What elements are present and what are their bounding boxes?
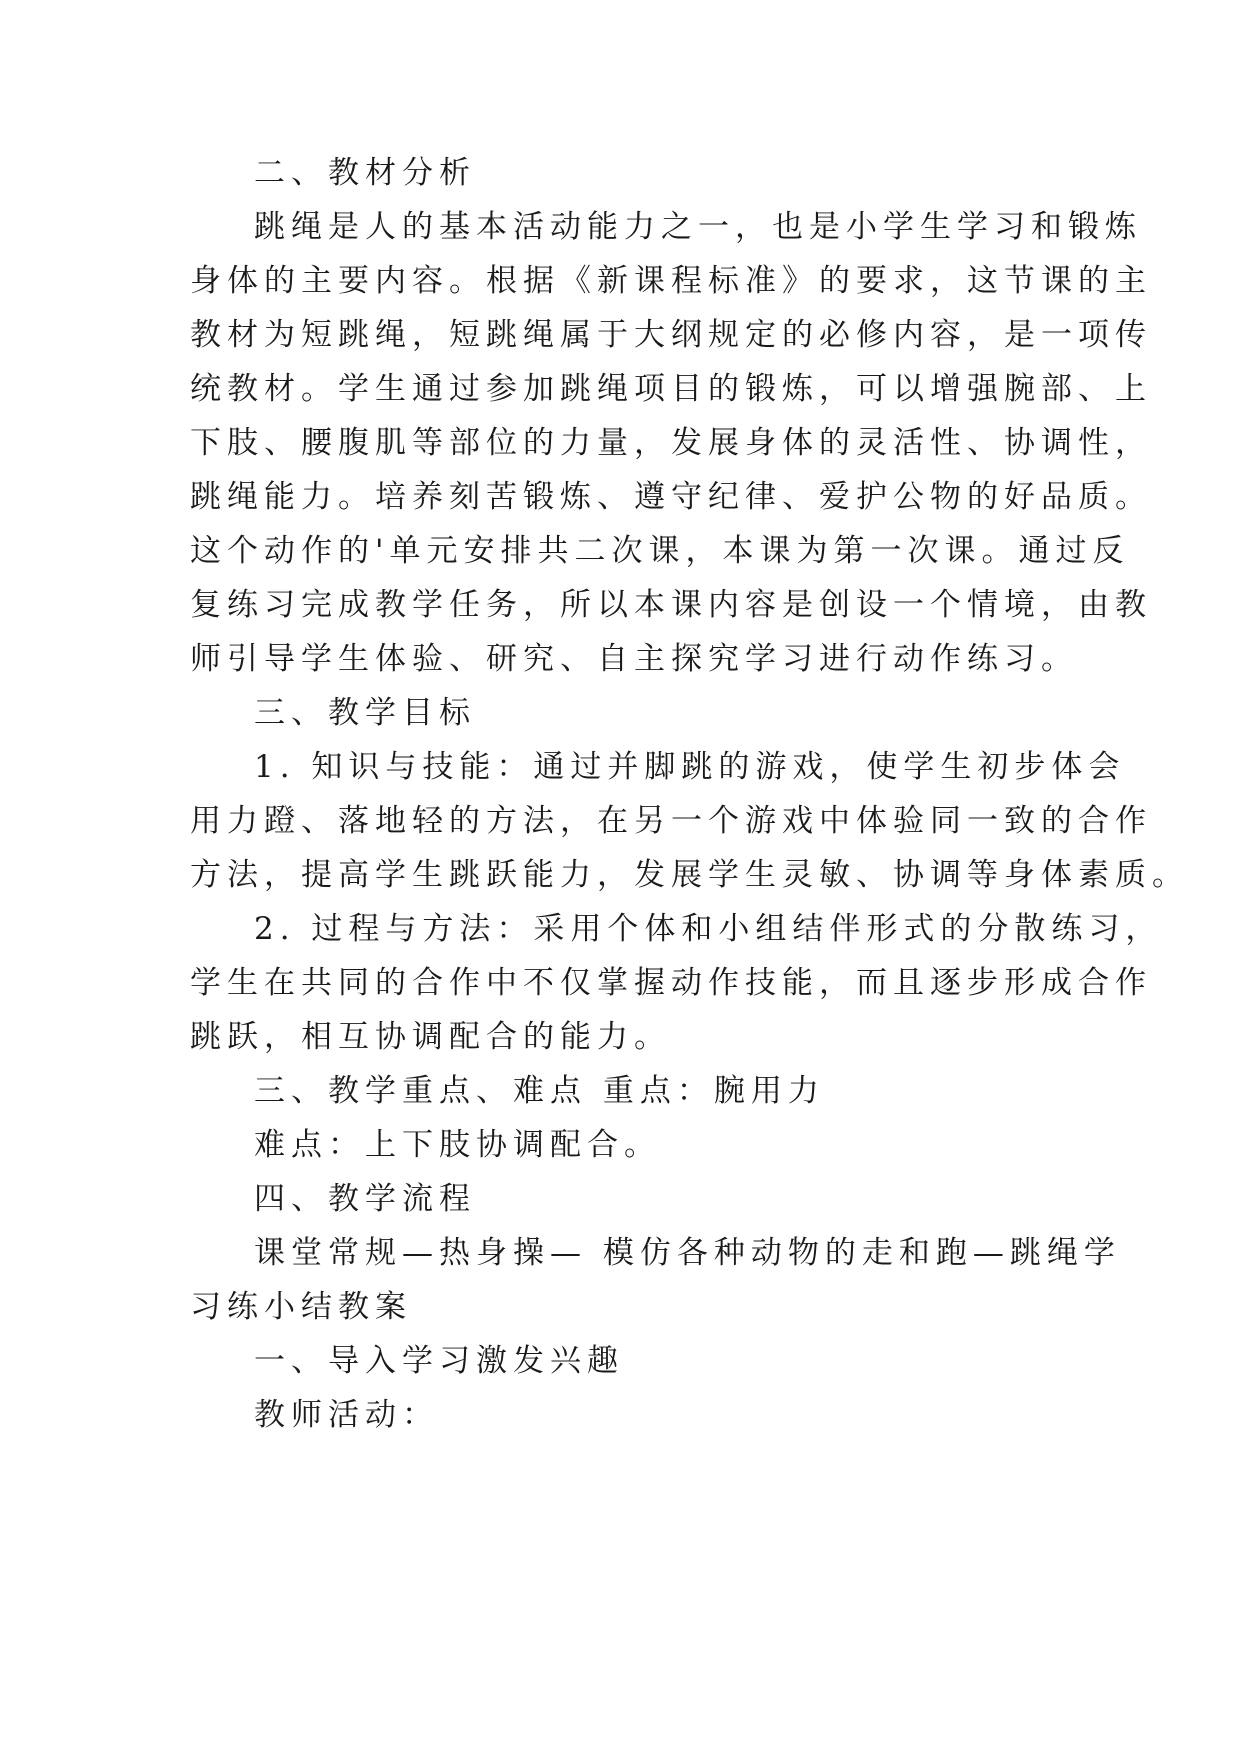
paragraph-line: 师引导学生体验、研究、自主探究学习进行动作练习。: [190, 641, 1078, 677]
paragraph-line: 这个动作的'单元安排共二次课，本课为第一次课。通过反: [190, 533, 1130, 569]
paragraph-line: 方法，提高学生跳跃能力，发展学生灵敏、协调等身体素质。: [190, 857, 1189, 893]
paragraph-line: 难点：上下肢协调配合。: [254, 1127, 661, 1163]
paragraph-line: 课堂常规—热身操— 模仿各种动物的走和跑—跳绳学: [254, 1235, 1121, 1271]
paragraph-line: 学生在共同的合作中不仅掌握动作技能，而且逐步形成合作: [190, 965, 1152, 1001]
section-heading: 三、教学重点、难点 重点：腕用力: [254, 1073, 825, 1109]
paragraph-line: 统教材。学生通过参加跳绳项目的锻炼，可以增强腕部、上: [190, 371, 1152, 407]
paragraph-line: 1. 知识与技能：通过并脚跳的游戏，使学生初步体会: [254, 749, 1126, 785]
section-heading: 二、教材分析: [254, 155, 476, 191]
paragraph-line: 下肢、腰腹肌等部位的力量，发展身体的灵活性、协调性，: [190, 425, 1152, 461]
section-heading: 三、教学目标: [254, 695, 476, 731]
paragraph-line: 复练习完成教学任务，所以本课内容是创设一个情境，由教: [190, 587, 1152, 623]
section-heading: 一、导入学习激发兴趣: [254, 1343, 624, 1379]
paragraph-line: 教师活动：: [254, 1397, 439, 1433]
paragraph-line: 教材为短跳绳，短跳绳属于大纲规定的必修内容，是一项传: [190, 317, 1152, 353]
paragraph-line: 习练小结教案: [190, 1289, 412, 1325]
section-heading: 四、教学流程: [254, 1181, 476, 1217]
paragraph-line: 2. 过程与方法：采用个体和小组结伴形式的分散练习，: [254, 911, 1163, 947]
paragraph-line: 用力蹬、落地轻的方法，在另一个游戏中体验同一致的合作: [190, 803, 1152, 839]
paragraph-line: 跳绳是人的基本活动能力之一，也是小学生学习和锻炼: [254, 209, 1142, 245]
paragraph-line: 身体的主要内容。根据《新课程标准》的要求，这节课的主: [190, 263, 1152, 299]
paragraph-line: 跳跃，相互协调配合的能力。: [190, 1019, 671, 1055]
paragraph-line: 跳绳能力。培养刻苦锻炼、遵守纪律、爱护公物的好品质。: [190, 479, 1152, 515]
